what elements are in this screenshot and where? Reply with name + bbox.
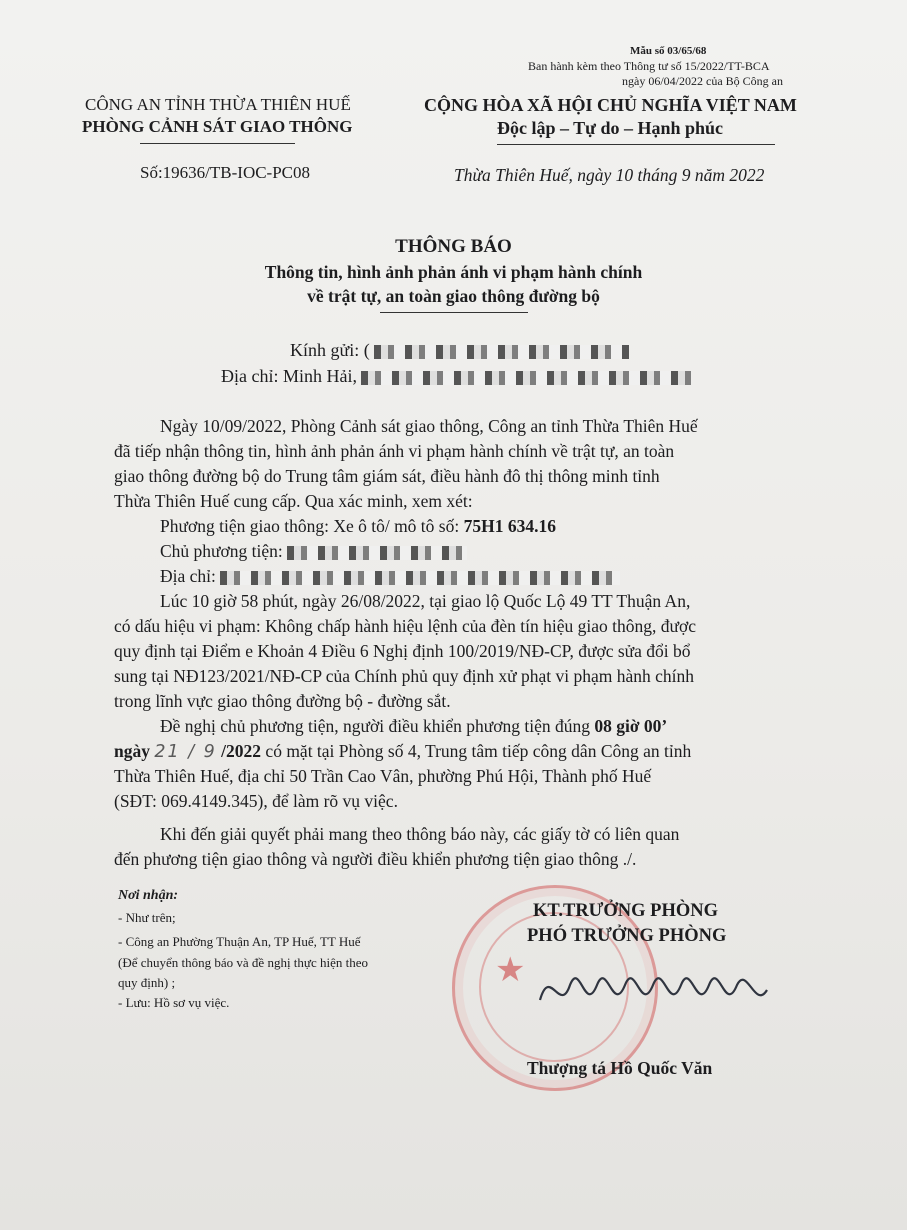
recipient-address-line	[221, 366, 691, 387]
body-p1-line3: giao thông đường bộ do Trung tâm giám sát, điều hành đô thị thông minh tỉnh	[114, 466, 660, 486]
redacted-recipient-name	[374, 345, 629, 359]
owner-address-line	[160, 564, 620, 589]
body-p1-line1: Ngày 10/09/2022, Phòng Cảnh sát giao thông, Công an tỉnh Thừa Thiên Huế	[160, 416, 698, 436]
redacted-owner-address	[220, 571, 620, 585]
appointment-day-label: ngày	[114, 741, 150, 761]
body-p4-line1: Khi đến giải quyết phải mang theo thông báo này, các giấy tờ có liên quan	[160, 824, 680, 844]
body-p2-line2: có dấu hiệu vi phạm: Không chấp hành hiệu lệnh của đèn tín hiệu giao thông, được	[114, 616, 696, 636]
appointment-year: /2022	[221, 741, 262, 761]
dept-underline	[140, 143, 295, 144]
document-number: Số:19636/TB-IOC-PC08	[140, 163, 311, 182]
recipients-line5: - Lưu: Hồ sơ vụ việc.	[118, 995, 230, 1010]
recipient-address-label: Địa chỉ: Minh Hải,	[221, 366, 357, 386]
body-p3-line1	[160, 714, 667, 739]
recipients-line2: - Công an Phường Thuận An, TP Huế, TT Huế	[118, 934, 361, 949]
recipients-line3: (Để chuyển thông báo và đề nghị thực hiện theo	[118, 955, 369, 970]
form-code-basis: Ban hành kèm theo Thông tư số 15/2022/TT-BCA	[528, 59, 770, 73]
redacted-owner-name	[287, 546, 467, 560]
handwritten-date: 21 / 9	[154, 742, 217, 762]
body-p1-line2: đã tiếp nhận thông tin, hình ảnh phản ánh vi phạm hành chính về trật tự, an toàn	[114, 441, 675, 461]
body-p2-line5: trong lĩnh vực giao thông đường bộ - đường sắt.	[114, 691, 451, 711]
department-name: PHÒNG CẢNH SÁT GIAO THÔNG	[82, 117, 353, 136]
national-motto: Độc lập – Tự do – Hạnh phúc	[497, 118, 724, 138]
form-code-date: ngày 06/04/2022 của Bộ Công an	[622, 74, 783, 88]
signature-title-1: KT.TRƯỞNG PHÒNG	[533, 901, 718, 921]
notice-title: THÔNG BÁO	[395, 236, 512, 257]
notice-subtitle-2: về trật tự, an toàn giao thông đường bộ	[307, 286, 600, 306]
redacted-recipient-address	[361, 371, 691, 385]
body-p3-line2	[114, 739, 691, 765]
notice-subtitle-1: Thông tin, hình ảnh phản ánh vi phạm hành chính	[264, 262, 643, 282]
kinh-gui-line	[290, 340, 629, 361]
owner-label: Chủ phương tiện:	[160, 541, 283, 561]
owner-address-label: Địa chỉ:	[160, 566, 216, 586]
appointment-text: Đề nghị chủ phương tiện, người điều khiển phương tiện đúng	[160, 716, 595, 736]
kinh-gui-label: Kính gửi: (	[290, 340, 370, 360]
recipients-title: Nơi nhận:	[118, 888, 179, 903]
vehicle-label: Phương tiện giao thông: Xe ô tô/ mô tô số:	[160, 516, 464, 536]
motto-underline	[497, 144, 775, 145]
body-p2-line1: Lúc 10 giờ 58 phút, ngày 26/08/2022, tại giao lộ Quốc Lộ 49 TT Thuận An,	[160, 591, 691, 611]
body-p2-line4: sung tại NĐ123/2021/NĐ-CP của Chính phủ quy định xử phạt vi phạm hành chính	[114, 666, 694, 686]
seal-star-icon: ★	[495, 952, 526, 989]
recipients-line4: quy định) ;	[118, 975, 176, 990]
form-code-number: Mẫu số 03/65/68	[630, 45, 707, 57]
body-p2-line3: quy định tại Điểm e Khoản 4 Điều 6 Nghị định 100/2019/NĐ-CP, được sửa đổi bổ	[114, 641, 691, 661]
signature-scribble	[535, 955, 775, 1025]
appointment-time: 08 giờ 00’	[594, 716, 668, 736]
agency-name: CÔNG AN TỈNH THỪA THIÊN HUẾ	[85, 95, 351, 114]
appointment-place: có mặt tại Phòng số 4, Trung tâm tiếp công dân Công an tỉnh	[261, 741, 692, 761]
country-name: CỘNG HÒA XÃ HỘI CHỦ NGHĨA VIỆT NAM	[424, 95, 797, 115]
body-p1-line4: Thừa Thiên Huế cung cấp. Qua xác minh, xem xét:	[114, 491, 473, 511]
recipients-line1: - Như trên;	[118, 910, 176, 925]
title-underline	[380, 312, 528, 313]
signature-title-2: PHÓ TRƯỞNG PHÒNG	[527, 926, 727, 946]
vehicle-plate: 75H1 634.16	[463, 516, 556, 536]
body-p4-line2: đến phương tiện giao thông và người điều khiển phương tiện giao thông ./.	[114, 849, 637, 869]
owner-line	[160, 539, 467, 564]
signer-name: Thượng tá Hồ Quốc Văn	[527, 1058, 713, 1078]
body-p3-line4: (SĐT: 069.4149.345), để làm rõ vụ việc.	[114, 791, 398, 811]
body-p3-line3: Thừa Thiên Huế, địa chỉ 50 Trần Cao Vân, phường Phú Hội, Thành phố Huế	[114, 766, 652, 786]
vehicle-line	[160, 514, 556, 539]
place-date: Thừa Thiên Huế, ngày 10 tháng 9 năm 2022	[454, 165, 765, 185]
